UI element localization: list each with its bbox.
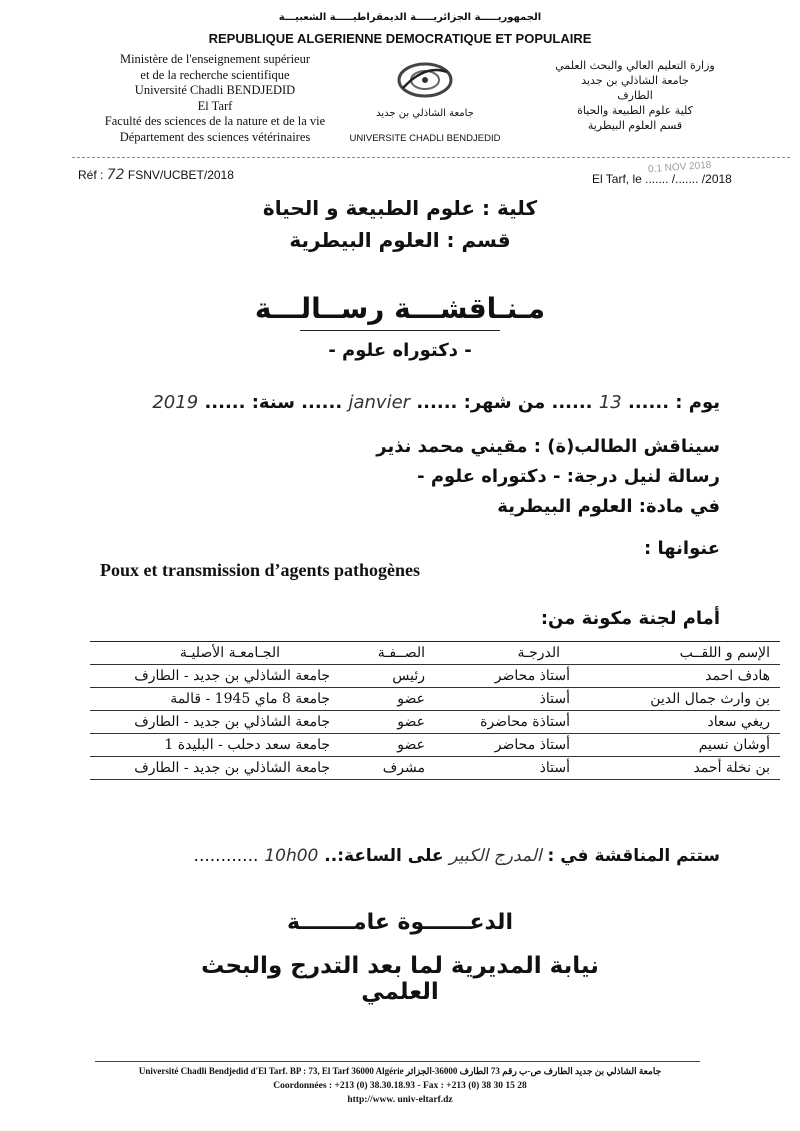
table-row xyxy=(90,757,780,780)
date-placeholder: El Tarf, le ....... /....... /2018 xyxy=(592,172,732,186)
footer-address: Université Chadli Bendjedid d'El Tarf. BP : 73, El Tarf 36000 Algérie جامعة الشاذلي بن جديد الطارف ص-ب رقم 73 الطارف 36000-الجزائر xyxy=(138,1066,662,1076)
member-university: جامعة الشاذلي بن جديد - الطارف xyxy=(134,714,330,730)
thesis-title: Poux et transmission d’agents pathogènes xyxy=(100,560,421,580)
right-line: جامعة الشاذلي بن جديد xyxy=(581,74,689,87)
member-rank: أستاذ xyxy=(539,760,570,776)
footer-contacts: Coordonnées : +213 (0) 38.30.18.93 - Fax : +213 (0) 38 30 15 28 xyxy=(273,1081,527,1091)
thesis-title-label: عنوانها : xyxy=(644,538,720,559)
month-value: janvier xyxy=(348,392,411,413)
document-title: مـنـاقشـــة رســالـــة xyxy=(254,292,546,325)
place-label: ستتم المناقشة في : xyxy=(547,846,720,866)
member-rank: أستاذ xyxy=(539,691,570,707)
header-left-block xyxy=(70,52,360,145)
member-name: ريغي سعاد xyxy=(707,714,770,730)
member-role: مشرف xyxy=(382,760,425,776)
header-divider xyxy=(72,157,790,158)
member-rank: أستاذة محاضرة xyxy=(480,714,570,730)
ref-number-handwritten: 72 xyxy=(106,167,125,183)
invitation-note: الدعــــــوة عامـــــــة xyxy=(287,910,513,935)
subject-line: في مادة: العلوم البيطرية xyxy=(497,496,720,517)
time-value: 10h00 xyxy=(264,846,319,866)
member-rank: أستاذ محاضر xyxy=(494,668,570,684)
month-label: ...... من شهر: ...... xyxy=(416,392,593,413)
right-line: وزارة التعليم العالي والبحث العلمي xyxy=(555,59,715,72)
footer-website: http://www. univ-eltarf.dz xyxy=(347,1095,453,1105)
place-time-line xyxy=(194,846,720,866)
right-line: قسم العلوم البيطرية xyxy=(587,119,683,132)
member-name: بن نخلة أحمد xyxy=(693,760,770,776)
left-line: Ministère de l'enseignement supérieur xyxy=(119,52,311,66)
left-line: Département des sciences vétérinaires xyxy=(119,129,311,144)
member-role: عضو xyxy=(397,737,425,753)
member-university: جامعة الشاذلي بن جديد - الطارف xyxy=(134,760,330,776)
right-line: كلية علوم الطبيعة والحياة xyxy=(577,104,693,117)
member-university: جامعة سعد دحلب - البليدة 1 xyxy=(164,737,330,753)
place-value: المدرج الكبير xyxy=(449,846,542,866)
faculty-heading: كلية : علوم الطبيعة و الحياة xyxy=(262,196,538,220)
year-label: ...... سنة: ...... xyxy=(204,392,343,413)
member-name: هادف احمد xyxy=(705,668,770,684)
time-dots: ............ xyxy=(193,846,259,866)
ref-code: FSNV/UCBET/2018 xyxy=(127,168,234,182)
ref-label: Réf : xyxy=(78,168,104,182)
table-row xyxy=(90,665,780,688)
republic-arabic: الجمهوريـــــة الجزائريـــــة الديمقراطيـــــة الشعبيـــة xyxy=(278,12,542,23)
degree-line: رسالة لنيل درجة: - دكتوراه علوم - xyxy=(417,466,720,487)
date-stamp: 0.1 NOV 2018 xyxy=(647,159,712,176)
republic-french: REPUBLIQUE ALGERIENNE DEMOCRATIQUE ET POPULAIRE xyxy=(208,31,592,46)
member-name: بن وارث جمال الدين xyxy=(650,691,770,707)
header-right-block xyxy=(540,58,730,133)
table-row xyxy=(90,734,780,757)
header-role: الصــفـة xyxy=(377,645,425,661)
issuing-office: نيابة المديرية لما بعد التدرج والبحث العلمي xyxy=(201,953,599,1005)
department-heading: قسم : العلوم البيطرية xyxy=(289,228,511,252)
day-label: يوم : ...... xyxy=(628,392,720,413)
right-line: الطارف xyxy=(617,89,653,102)
header-rank: الدرجـة xyxy=(517,645,560,661)
header-university: الجـامعـة الأصليـة xyxy=(179,645,280,661)
time-label: على الساعة:.. xyxy=(324,846,444,866)
title-underline xyxy=(300,330,500,331)
member-name: أوشان نسيم xyxy=(698,737,770,753)
member-role: رئيس xyxy=(392,668,425,684)
left-line: et de la recherche scientifique xyxy=(140,67,290,82)
reference-line xyxy=(78,167,234,183)
footer-divider xyxy=(95,1061,700,1062)
degree-heading: - دكتوراه علوم - xyxy=(328,340,472,361)
left-line: Faculté des sciences de la nature et de la vie xyxy=(104,114,326,128)
logo-arabic-name: جامعة الشاذلي بن جديد xyxy=(376,108,474,119)
member-rank: أستاذ محاضر xyxy=(494,737,570,753)
candidate-line: سيناقش الطالب(ة) : مقيني محمد نذير xyxy=(376,436,720,457)
member-university: جامعة 8 ماي 1945 - قالمة xyxy=(170,691,330,707)
member-role: عضو xyxy=(397,714,425,730)
committee-table xyxy=(90,641,780,780)
university-logo xyxy=(385,58,465,102)
table-row xyxy=(90,711,780,734)
member-role: عضو xyxy=(397,691,425,707)
committee-intro: أمام لجنة مكونة من: xyxy=(540,608,720,629)
year-value: 2019 xyxy=(152,392,199,413)
member-university: جامعة الشاذلي بن جديد - الطارف xyxy=(134,668,330,684)
logo-emblem-icon xyxy=(385,58,465,102)
left-line: El Tarf xyxy=(197,98,233,113)
table-row xyxy=(90,688,780,711)
table-header-row xyxy=(90,642,780,665)
defense-date-line xyxy=(152,392,720,413)
logo-french-name: UNIVERSITE CHADLI BENDJEDID xyxy=(349,133,501,144)
left-line: Université Chadli BENDJEDID xyxy=(134,83,296,97)
day-value: 13 xyxy=(598,392,622,413)
header-name: الإسم و اللقــب xyxy=(679,645,770,661)
